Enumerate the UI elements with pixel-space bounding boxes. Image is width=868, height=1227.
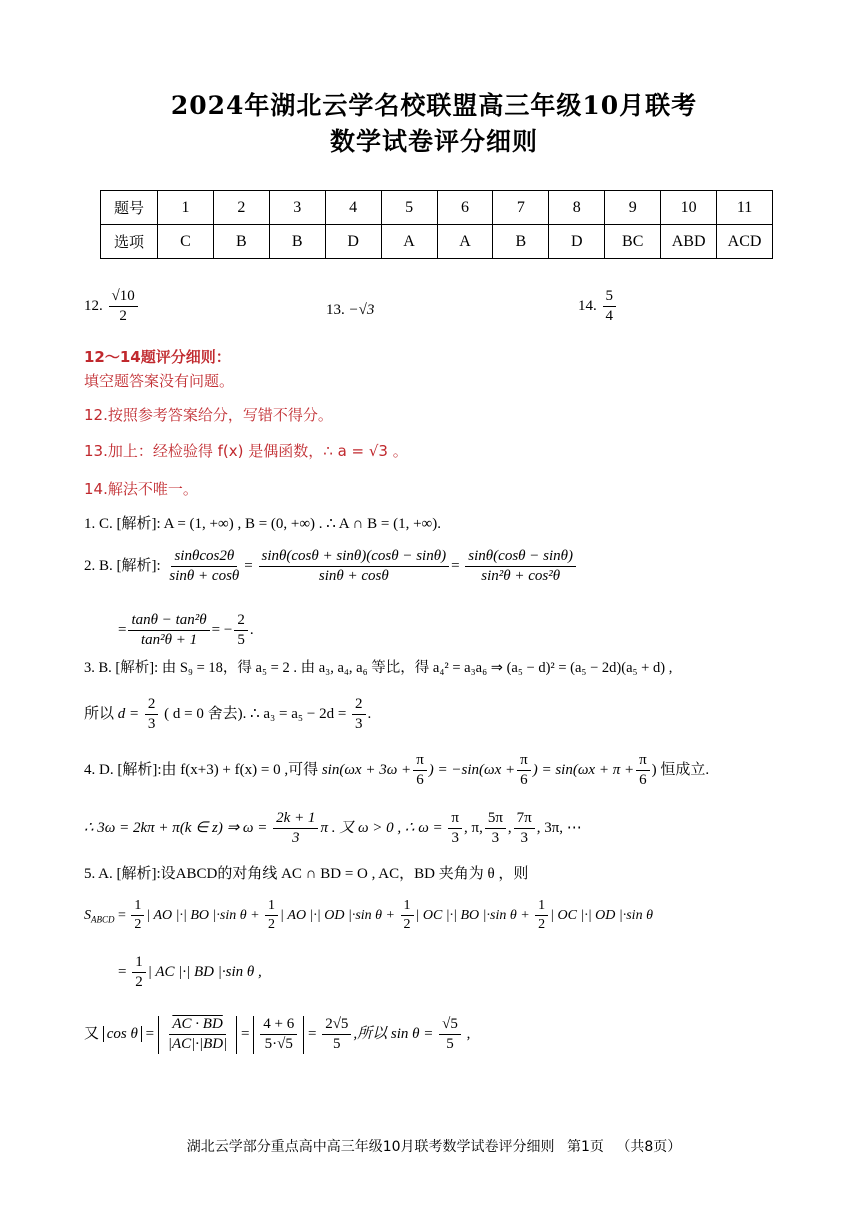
- grading-note-4: 14.解法不唯一。: [84, 480, 198, 498]
- s4-frac-1: [413, 752, 427, 790]
- half-num: 1: [265, 898, 278, 916]
- solution-5-line4: 又 cos θ = $\frac{AC \cdot BD}{|AC|\cdot|BD|}$ = $\frac{4 + 6}{5\cdot√5}$ = $\frac{2√5}{5}$ ,所以 sin θ = $\frac{√5}{5}$ ,: [84, 1016, 471, 1053]
- s2-fraction-3: [465, 548, 576, 586]
- s5-vec-den: |AC|·|BD|: [167, 1036, 228, 1053]
- s4-c: ) = sin(ωx + π +: [532, 762, 635, 779]
- s4-f2-num: π: [517, 752, 531, 771]
- table-cell: 5: [381, 191, 437, 225]
- s2-f4-num: tanθ − tan²θ: [128, 612, 209, 631]
- s4-5pi3-den: 3: [491, 830, 500, 847]
- s4-k-num: 2k + 1: [273, 810, 318, 829]
- q14-label: 14.: [578, 298, 597, 315]
- table-cell: D: [549, 225, 605, 259]
- table-cell: 3: [269, 191, 325, 225]
- q12-numerator: √10: [109, 288, 138, 307]
- s2-f2-num: sinθ(cosθ + sinθ)(cosθ − sinθ): [259, 548, 450, 567]
- table-cell: 1: [158, 191, 214, 225]
- s5-val-den: 5·√5: [264, 1036, 293, 1053]
- table-cell: ABD: [661, 225, 717, 259]
- solution-1: 1. C. [解析]: A = (1, +∞) , B = (0, +∞) . ∴ A ∩ B = (1, +∞).: [84, 516, 441, 532]
- s4-b: ) = −sin(ωx +: [428, 762, 516, 779]
- half-den: 2: [268, 917, 276, 933]
- s4-f3-den: 6: [639, 772, 647, 789]
- grading-note-1: 填空题答案没有问题。: [84, 372, 235, 390]
- half-num: 1: [401, 898, 414, 916]
- s4-f2-den: 6: [520, 772, 528, 789]
- s3-a3-den: 3: [355, 716, 363, 733]
- solution-5-line1: 5. A. [解析]:设ABCD的对角线 AC ∩ BD = O , AC，BD 夹角为 θ ，则: [84, 866, 529, 882]
- q14-denominator: 4: [605, 308, 613, 325]
- s5-sin-den: 5: [446, 1036, 454, 1053]
- s5-val-frac: [260, 1016, 297, 1054]
- table-cell: B: [213, 225, 269, 259]
- s2-f3-den: sin²θ + cos²θ: [481, 568, 561, 585]
- table-cell: BC: [605, 225, 661, 259]
- s3-d-eq: d =: [117, 706, 140, 723]
- s5-vec-num: AC · BD: [169, 1016, 225, 1035]
- footer-page-number: 第1页: [566, 1139, 604, 1155]
- s5-again: 又: [84, 1026, 100, 1043]
- s4-frac-3: [636, 752, 650, 790]
- page-title-line2: 数学试卷评分细则: [329, 127, 538, 156]
- s4-l2-a: ∴ 3ω = 2kπ + π(k ∈ z) ⇒ ω =: [84, 820, 268, 837]
- s5-res-den: 5: [333, 1036, 341, 1053]
- s4-l2-d: , 3π, ⋯: [536, 820, 582, 837]
- s2-f1-num: sinθcos2θ: [171, 548, 237, 567]
- s2-f3-num: sinθ(cosθ − sinθ): [465, 548, 576, 567]
- s5-abs-cos: cos θ: [103, 1026, 142, 1042]
- s4-k-den: 3: [292, 830, 300, 847]
- half-den: 2: [403, 917, 411, 933]
- s5-sin-num: √5: [439, 1016, 461, 1035]
- table-cell: 11: [717, 191, 773, 225]
- grading-heading: 12～14题评分细则：: [84, 348, 231, 366]
- table-cell: 8: [549, 191, 605, 225]
- s4-frac-2: [517, 752, 531, 790]
- s4-f1-den: 6: [416, 772, 424, 789]
- s2-f1-den: sinθ + cosθ: [169, 568, 240, 585]
- s2-f5-den: 5: [237, 632, 245, 649]
- s5-half-5: [132, 954, 146, 992]
- solution-5-line3: = $\frac{1}{2}$ | AC |·| BD |·sin θ ,: [118, 954, 262, 991]
- solution-5-line2: $S_{ABCD}$ = $\frac{1}{2}$ | AO |·| BO |·sin θ + $\frac{1}{2}$ | AO |·| OD |·sin θ + $\frac{1}{2}$ | OC |·| BO |·sin θ + $\frac{1}{2}$ | OC |·| OD |·sin θ: [84, 898, 653, 933]
- s4-frac-5pi3: [485, 810, 506, 848]
- s5-half-1: [131, 898, 144, 933]
- s4-5pi3-num: 5π: [485, 810, 506, 829]
- table-cell: 6: [437, 191, 493, 225]
- s4-prefix: 4. D. [解析]:由 f(x+3) + f(x) = 0 ,可得: [84, 762, 319, 779]
- answer-13: [326, 302, 374, 319]
- row-label-number: 题号: [101, 191, 158, 225]
- q14-numerator: 5: [603, 288, 617, 307]
- s5-so: ,所以 sin θ =: [353, 1026, 434, 1043]
- s4-frac-pi3: [448, 810, 462, 848]
- s2-fraction-5: [234, 612, 248, 650]
- table-cell: 9: [605, 191, 661, 225]
- s5-t1: | AO |·| BO |·sin θ +: [146, 907, 260, 923]
- s4-pi3-num: π: [448, 810, 462, 829]
- s2-f5-num: 2: [234, 612, 248, 631]
- footer-total-pages: （共8页）: [616, 1139, 682, 1155]
- half-den: 2: [538, 917, 546, 933]
- solution-2-line1: 2. B. [解析]: $\frac{\sin\theta\cos 2\theta}{\sin\theta + \cos\theta}$ = $\frac{\sin\theta(\cos\theta + \sin\theta)(\cos\theta - \sin\theta)}{\sin\theta + \cos\theta}$ = $\frac{\sin\theta(\cos\theta - \sin\theta)}{\text{sin²θ + cos²θ}}$: [84, 548, 578, 586]
- q13-label: 13.: [326, 302, 345, 318]
- table-cell: D: [325, 225, 381, 259]
- answer-12: [84, 288, 140, 326]
- s2-f2-den: sinθ + cosθ: [318, 568, 389, 585]
- q12-label: 12.: [84, 298, 103, 315]
- table-cell: A: [381, 225, 437, 259]
- s4-frac-k: [273, 810, 318, 848]
- s5-s: S: [84, 907, 91, 923]
- s5-val-num: 4 + 6: [260, 1016, 297, 1035]
- s4-f3-num: π: [636, 752, 650, 771]
- s3-fraction-a3: [352, 696, 366, 734]
- table-cell: B: [493, 225, 549, 259]
- s4-pi3-den: 3: [451, 830, 459, 847]
- half-num: 1: [132, 954, 146, 973]
- s5-res-frac: [322, 1016, 351, 1054]
- s4-l2-c: , π,: [464, 820, 483, 837]
- s3-d-num: 2: [145, 696, 159, 715]
- s5-sin-frac: [439, 1016, 461, 1054]
- s2-f4-den: tan²θ + 1: [140, 632, 198, 649]
- solution-2-line2: = $\frac{\text{tanθ − tan²θ}}{\text{tan²θ + 1}}$ = − $\frac{2}{5}$ .: [118, 612, 254, 649]
- table-cell: 10: [661, 191, 717, 225]
- half-den: 2: [135, 974, 143, 991]
- s4-7pi3-den: 3: [520, 830, 528, 847]
- s5-abs-vector: [158, 1016, 237, 1054]
- s5-t2: | AO |·| OD |·sin θ +: [280, 907, 395, 923]
- s3-fraction-d: [145, 696, 159, 734]
- s2-fraction-1: [166, 548, 242, 586]
- solution-4-line1: [84, 752, 709, 790]
- s5-half-2: [265, 898, 278, 933]
- answer-table: [100, 190, 773, 259]
- table-row-choices: [101, 225, 773, 259]
- s3-d-den: 3: [147, 716, 156, 733]
- s4-f1-num: π: [413, 752, 427, 771]
- solution-3-line1: 3. B. [解析]: 由 S₉ = 18，得 a₅ = 2 . 由 a₃, a₄, a₆ 等比，得 a₄² = a₃a₆ ⇒ (a₅ − d)² = (a₅ − 2d)(a₅ + d) ,: [84, 660, 673, 676]
- s3-so: 所以: [84, 706, 115, 723]
- s5-half-3: [401, 898, 414, 933]
- q12-fraction: [109, 288, 138, 326]
- s2-prefix: 2. B. [解析]:: [84, 558, 161, 575]
- s2-fraction-4: [128, 612, 209, 650]
- s5-l3: | AC |·| BD |·sin θ ,: [147, 964, 262, 981]
- s4-l2-b: π . 又 ω > 0 , ∴ ω =: [320, 820, 443, 837]
- half-den: 2: [134, 917, 142, 933]
- solution-3-line2: 所以 d = $\frac{2}{3}$ ( d = 0 舍去). ∴ a₃ = a₅ − 2d = $\frac{2}{3}$ .: [84, 696, 372, 733]
- s4-frac-7pi3: [514, 810, 535, 848]
- table-cell: 2: [213, 191, 269, 225]
- grading-note-2: 12.按照参考答案给分，写错不得分。: [84, 406, 333, 424]
- s3-rest: ( d = 0 舍去). ∴ a₃ = a₅ − 2d =: [164, 706, 347, 723]
- table-cell: 7: [493, 191, 549, 225]
- s3-a3-num: 2: [352, 696, 366, 715]
- s5-t4: | OC |·| OD |·sin θ: [550, 907, 653, 923]
- half-num: 1: [131, 898, 144, 916]
- table-cell: B: [269, 225, 325, 259]
- s4-7pi3-num: 7π: [514, 810, 535, 829]
- row-label-choice: 选项: [101, 225, 158, 259]
- solution-4-line2: ∴ 3ω = 2kπ + π(k ∈ z) ⇒ ω = $\frac{2k + 1}{3}$ π . 又 ω > 0 , ∴ ω = $\frac{\pi}{3}$ , π, $\frac{5\pi}{3}$ , $\frac{7\pi}{3}$ , 3π, ⋯: [84, 810, 582, 847]
- s5-abs-value: [253, 1016, 304, 1054]
- table-cell: 4: [325, 191, 381, 225]
- s5-vec-frac: [165, 1016, 230, 1054]
- s2-fraction-2: [259, 548, 450, 586]
- q13-value: −√3: [348, 302, 375, 318]
- half-num: 1: [535, 898, 548, 916]
- s5-res-num: 2√5: [322, 1016, 351, 1035]
- table-cell: A: [437, 225, 493, 259]
- q12-denominator: 2: [119, 308, 127, 325]
- footer-text: 湖北云学部分重点高中高三年级10月联考数学试卷评分细则: [186, 1139, 555, 1155]
- s5-t3: | OC |·| BO |·sin θ +: [415, 907, 530, 923]
- s5-s-sub: ABCD: [91, 914, 115, 925]
- answer-14: [578, 288, 618, 326]
- page-footer: [0, 1136, 868, 1156]
- s4-a: sin(ωx + 3ω +: [321, 762, 412, 779]
- grading-note-3: 13.加上：经检验得 f(x) 是偶函数，∴ a = √3 。: [84, 442, 408, 460]
- table-row-numbers: [101, 191, 773, 225]
- table-cell: C: [158, 225, 214, 259]
- page-title-line1: 2024年湖北云学名校联盟高三年级10月联考: [170, 91, 698, 120]
- s4-d: ) 恒成立.: [651, 762, 710, 779]
- s5-half-4: [535, 898, 548, 933]
- q14-fraction: [603, 288, 617, 326]
- table-cell: ACD: [717, 225, 773, 259]
